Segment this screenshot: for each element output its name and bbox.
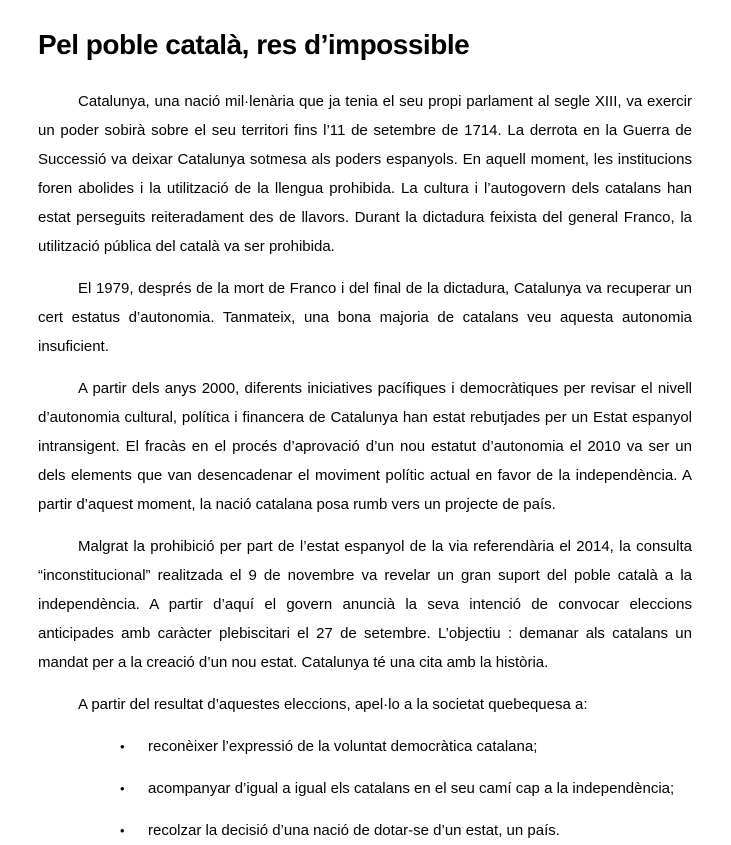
bullet-icon: •: [120, 781, 125, 796]
bullet-icon: •: [120, 739, 125, 754]
list-item: [120, 732, 692, 761]
list-item-text: recolzar la decisió d’una nació de dotar-se d’un estat, un país.: [148, 822, 560, 839]
paragraph-1979-autonomy: El 1979, després de la mort de Franco i del final de la dictadura, Catalunya va recuperar un cert estatus d’autonomia. Tanmateix, una bona majoria de catalans veu aquesta autonomia insuficient.: [38, 280, 692, 355]
list-item: [120, 774, 692, 803]
list-intro: A partir del resultat d’aquestes eleccions, apel·lo a la societat quebequesa a:: [78, 696, 588, 713]
bullet-list: [38, 732, 692, 845]
list-item-text: acompanyar d’igual a igual els catalans en el seu camí cap a la independència;: [148, 780, 675, 797]
bullet-icon: •: [120, 823, 125, 838]
paragraph-history-1714: Catalunya, una nació mil·lenària que ja tenia el seu propi parlament al segle XIII, va exercir un poder sobirà sobre el seu territori fins l’11 de setembre de 1714. La derrota en la Guerra de Successió va deixar Catalunya sotmesa als poders espanyols. En aquell moment, les institucions foren abolides i la utilització de la llengua prohibida. La cultura i l’autogovern dels catalans han estat perseguits reiteradament des de llavors. Durant la dictadura feixista del general Franco, la utilització pública del català va ser prohibida.: [38, 93, 692, 255]
list-item-text: reconèixer l’expressió de la voluntat democràtica catalana;: [148, 738, 538, 755]
list-item: [120, 816, 692, 845]
document-title: Pel poble català, res d’impossible: [38, 29, 470, 60]
paragraph-2000s-initiatives: A partir dels anys 2000, diferents iniciatives pacífiques i democràtiques per revisar el nivell d’autonomia cultural, política i financera de Catalunya han estat rebutjades per un Estat espanyol intransigent. El fracàs en el procés d’aprovació d’un nou estatut d’autonomia el 2010 va ser un dels elements que van desencadenar el moviment polític actual en favor de la independència. A partir d’aquest moment, la nació catalana posa rumb vers un projecte de país.: [38, 380, 692, 513]
paragraph-2014-referendum: Malgrat la prohibició per part de l’estat espanyol de la via referendària el 2014, la consulta “inconstitucional” realitzada el 9 de novembre va revelar un gran suport del poble català a la independència. A partir d’aquí el govern anuncià la seva intenció de convocar eleccions anticipades amb caràcter plebiscitari el 27 de setembre. L’objectiu : demanar als catalans un mandat per a la creació d’un nou estat. Catalunya té una cita amb la història.: [38, 538, 692, 671]
